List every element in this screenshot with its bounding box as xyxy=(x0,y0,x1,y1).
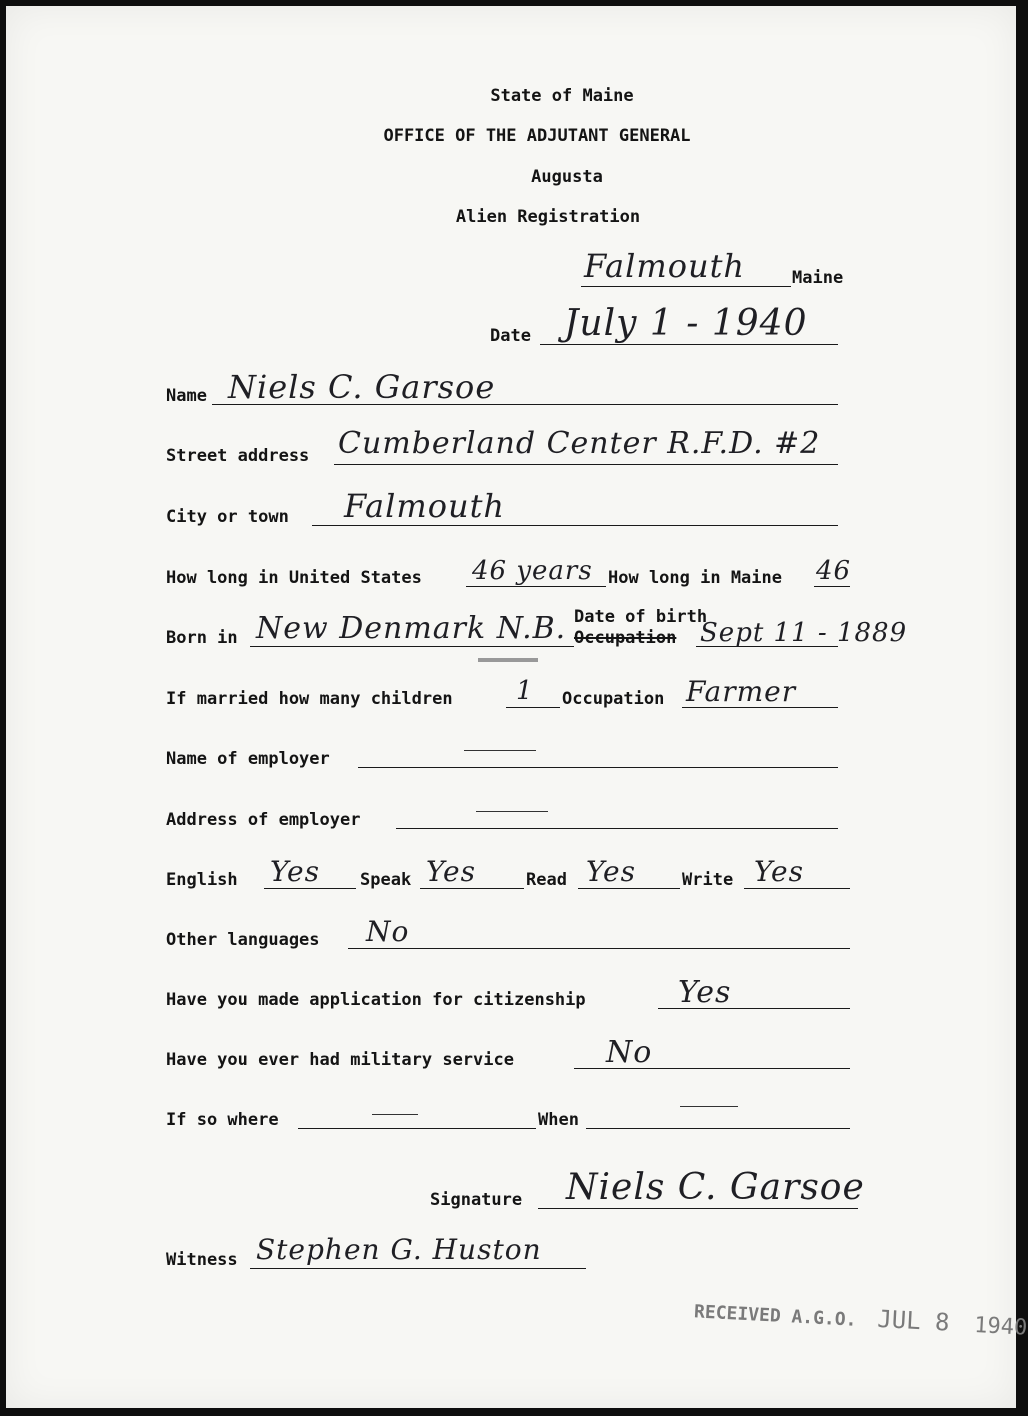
when-label: When xyxy=(538,1110,579,1130)
signature-label: Signature xyxy=(430,1190,523,1210)
how-long-maine-label: How long in Maine xyxy=(608,568,782,588)
date-value: July 1 - 1940 xyxy=(564,303,808,344)
english-line xyxy=(264,888,356,889)
place-line xyxy=(581,286,791,287)
signature-value: Niels C. Garsoe xyxy=(566,1167,865,1208)
other-languages-value: No xyxy=(366,915,410,948)
header-state: State of Maine xyxy=(490,86,634,106)
street-label: Street address xyxy=(166,446,310,466)
where-label: If so where xyxy=(166,1110,279,1130)
date-line xyxy=(540,344,838,345)
received-stamp xyxy=(693,1295,1027,1340)
name-value: Niels C. Garsoe xyxy=(228,368,496,406)
stamp-date: JUL 8 xyxy=(876,1304,951,1337)
employer-address-label: Address of employer xyxy=(166,810,361,830)
how-long-maine-value: 46 xyxy=(816,556,852,586)
when-blank-mark xyxy=(680,1106,738,1107)
read-line xyxy=(578,888,680,889)
birth-occupation-struck-label: Occupation xyxy=(574,628,677,648)
speak-label: Speak xyxy=(360,870,412,890)
born-line xyxy=(250,646,574,647)
english-value: Yes xyxy=(270,855,320,888)
other-languages-label: Other languages xyxy=(166,930,320,950)
other-languages-line xyxy=(348,948,850,949)
witness-line xyxy=(250,1268,586,1269)
employer-name-line xyxy=(358,767,838,768)
military-value: No xyxy=(606,1035,653,1070)
born-value: New Denmark N.B. xyxy=(256,611,567,646)
occupation-value: Farmer xyxy=(686,675,797,708)
witness-label: Witness xyxy=(166,1250,238,1270)
signature-line xyxy=(538,1208,858,1209)
speak-value: Yes xyxy=(426,855,476,888)
registration-form xyxy=(6,6,1028,1408)
street-value: Cumberland Center R.F.D. #2 xyxy=(338,426,821,461)
how-long-maine-line xyxy=(814,586,850,587)
birth-value: Sept 11 - 1889 xyxy=(700,618,908,648)
employer-name-blank-mark xyxy=(464,750,536,751)
where-line xyxy=(298,1128,536,1129)
how-long-us-line xyxy=(466,586,606,587)
how-long-us-label: How long in United States xyxy=(166,568,422,588)
city-line xyxy=(312,525,838,526)
street-line xyxy=(334,464,838,465)
citizenship-value: Yes xyxy=(678,975,732,1010)
birth-date-label: Date of birth xyxy=(574,607,708,627)
how-long-us-value: 46 years xyxy=(472,556,593,586)
city-label: City or town xyxy=(166,507,289,527)
english-label: English xyxy=(166,870,238,890)
when-line xyxy=(586,1128,850,1129)
read-value: Yes xyxy=(586,855,636,888)
name-label: Name xyxy=(166,386,207,406)
children-value: 1 xyxy=(516,676,534,706)
stamp-received-text: RECEIVED A.G.O. xyxy=(693,1301,857,1331)
born-label: Born in xyxy=(166,628,238,648)
date-label: Date xyxy=(490,326,531,346)
occupation-label: Occupation xyxy=(562,689,665,709)
write-label: Write xyxy=(682,870,734,890)
write-value: Yes xyxy=(754,855,804,888)
employer-address-blank-mark xyxy=(476,811,548,812)
form-title: Alien Registration xyxy=(455,207,641,227)
speak-line xyxy=(420,888,524,889)
where-blank-mark xyxy=(372,1114,418,1115)
witness-value: Stephen G. Huston xyxy=(256,1233,542,1266)
place-town-value: Falmouth xyxy=(584,247,746,285)
employer-name-label: Name of employer xyxy=(166,749,330,769)
header-city: Augusta xyxy=(531,167,603,187)
city-value: Falmouth xyxy=(344,487,506,525)
stamp-year: 1940 xyxy=(973,1312,1028,1341)
citizenship-label: Have you made application for citizenship xyxy=(166,990,586,1010)
military-label: Have you ever had military service xyxy=(166,1050,514,1070)
read-label: Read xyxy=(526,870,567,890)
children-line xyxy=(506,707,560,708)
employer-address-line xyxy=(396,828,838,829)
children-label: If married how many children xyxy=(166,689,453,709)
place-state-label: Maine xyxy=(792,268,844,288)
write-line xyxy=(744,888,850,889)
header-office: OFFICE OF THE ADJUTANT GENERAL xyxy=(383,126,691,146)
smudge-mark xyxy=(478,658,538,662)
